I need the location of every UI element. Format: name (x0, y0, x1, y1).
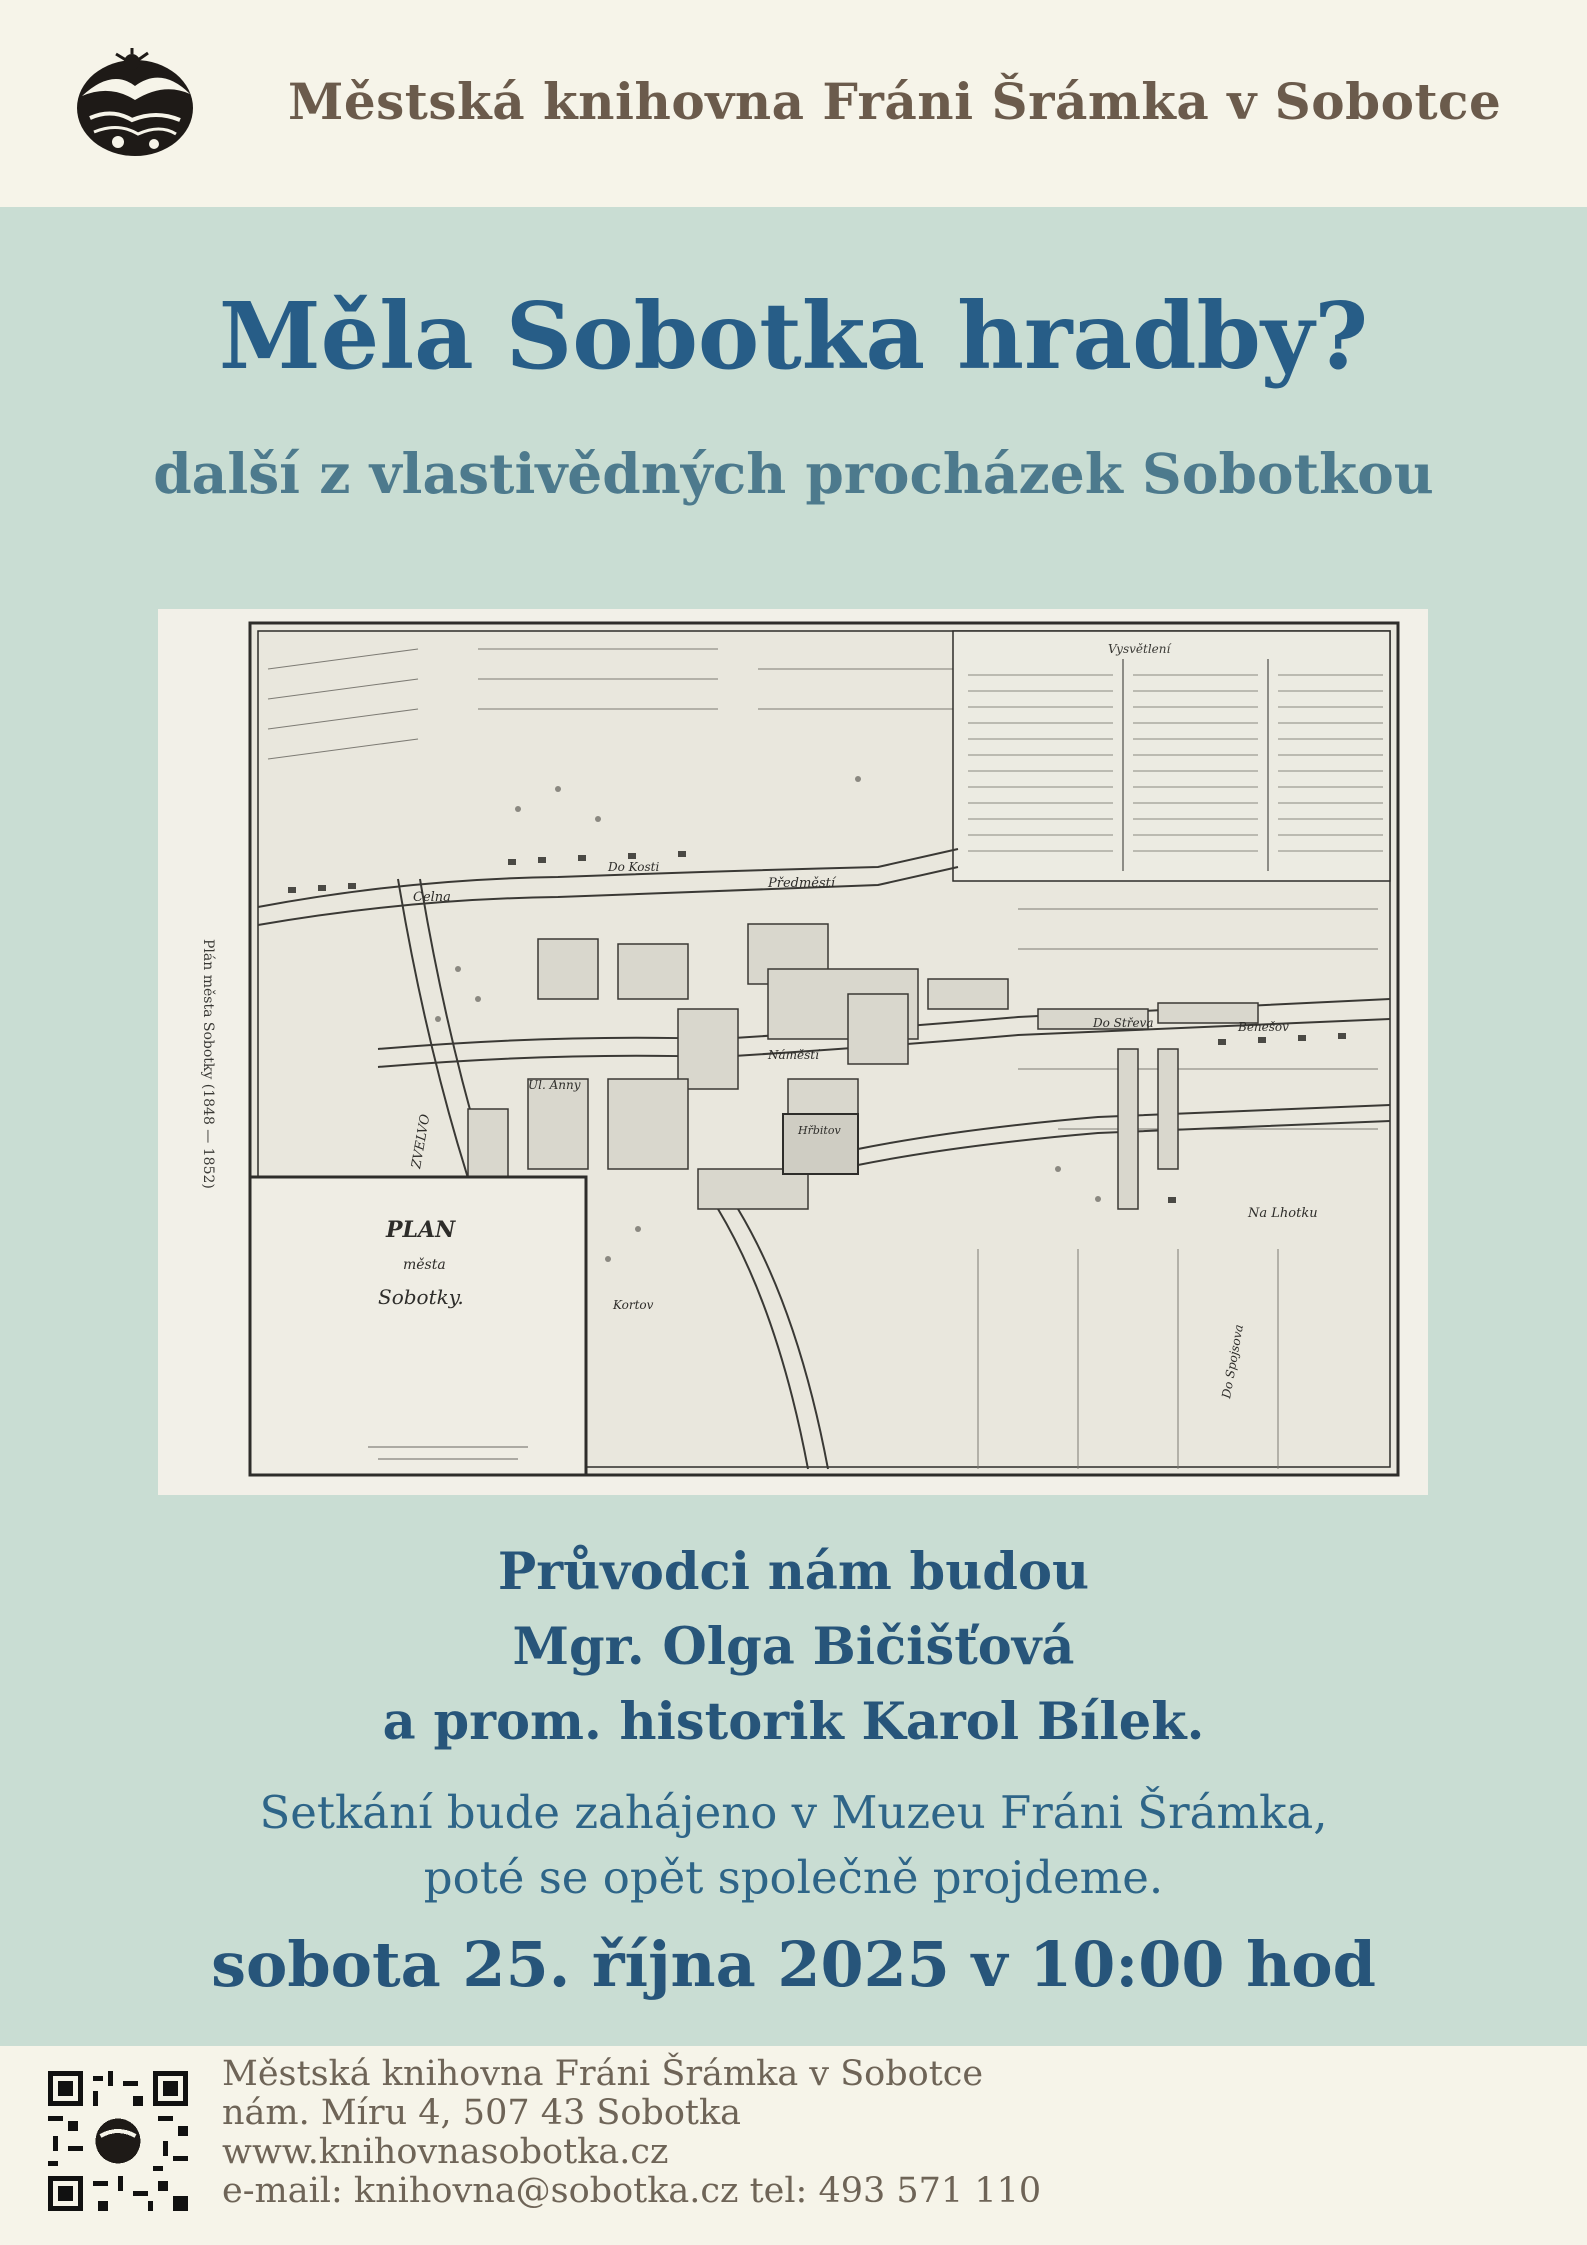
meeting-line: Setkání bude zahájeno v Muzeu Fráni Šrámka, (259, 1786, 1328, 1839)
header (0, 0, 1587, 207)
library-name: Městská knihovna Fráni Šrámka v Sobotce (288, 72, 1502, 131)
map-side-caption: Plán města Sobotky (1848 — 1852) (200, 939, 216, 1189)
guides-block (0, 1535, 1587, 1760)
label-celna: Celna (413, 890, 451, 905)
legend-header: Vysvětlení (1108, 642, 1171, 656)
label-benesov: Benešov (1238, 1020, 1289, 1034)
plan-title: PLAN (386, 1217, 456, 1243)
label-predmesti: Předměstí (768, 876, 836, 891)
event-datetime: sobota 25. října 2025 v 10:00 hod (211, 1928, 1376, 2001)
event-subtitle: další z vlastivědných procházek Sobotkou (153, 441, 1434, 506)
qr-code-icon[interactable] (48, 2071, 188, 2211)
guides-line: Průvodci nám budou (497, 1542, 1090, 1602)
guides-line: Mgr. Olga Bičišťová (512, 1617, 1075, 1677)
event-title: Měla Sobotka hradby? (218, 282, 1369, 390)
contact-website[interactable]: www.knihovnasobotka.cz (222, 2132, 669, 2172)
meeting-block (0, 1780, 1587, 1910)
contact-block (222, 2055, 1041, 2211)
label-kortov: Kortov (613, 1298, 654, 1312)
contact-name: Městská knihovna Fráni Šrámka v Sobotce (222, 2054, 984, 2094)
label-hrbitov: Hřbitov (798, 1124, 841, 1137)
sparrow-emblem-icon (72, 48, 198, 160)
label-ul-anny: Ul. Anny (528, 1078, 581, 1092)
plan-sub2: Sobotky. (378, 1285, 464, 1309)
historic-town-map (158, 609, 1428, 1495)
plan-sub1: města (403, 1257, 446, 1273)
label-namesti: Náměstí (768, 1048, 819, 1062)
label-do-spojsova: Do Spojsova (1219, 1323, 1246, 1400)
contact-address: nám. Míru 4, 507 43 Sobotka (222, 2093, 742, 2133)
label-na-lhotku: Na Lhotku (1248, 1206, 1318, 1221)
label-do-kosti: Do Kosti (608, 860, 660, 874)
contact-email-phone[interactable]: e-mail: knihovna@sobotka.cz tel: 493 571 110 (222, 2171, 1042, 2211)
meeting-line: poté se opět společně projdeme. (423, 1851, 1164, 1904)
label-zvelvo: ZVELVO (409, 1113, 434, 1170)
guides-line: a prom. historik Karol Bílek. (382, 1692, 1205, 1752)
label-do-stevna: Do Střeva (1093, 1016, 1154, 1030)
